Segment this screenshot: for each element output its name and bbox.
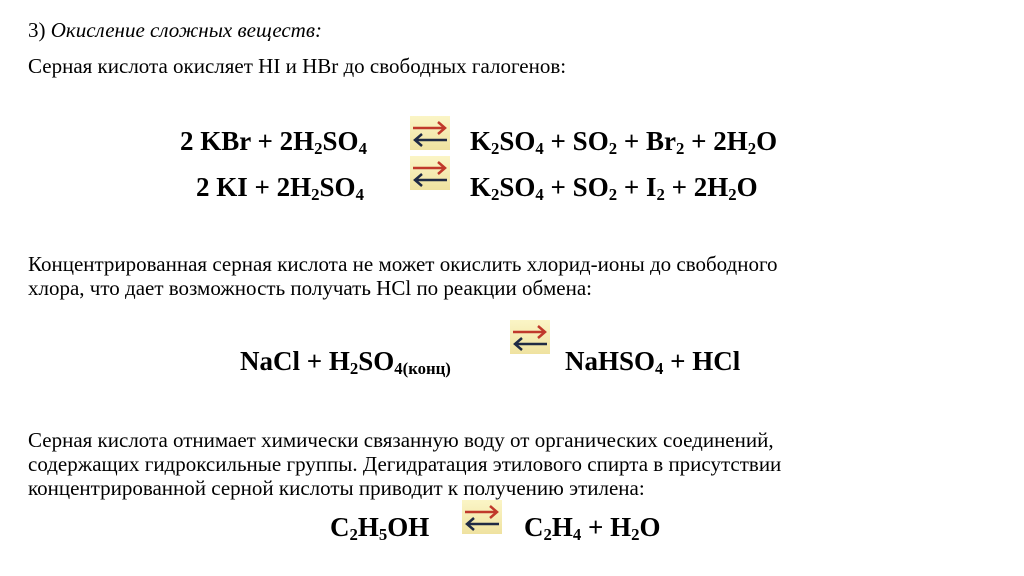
equation-1-right: $K_2SO_4 + SO_2 + Br_2 + 2H_2O$ xyxy=(470,126,778,159)
equation-2-right: $K_2SO_4 + SO_2 + I_2 + 2H_2O$ xyxy=(470,172,758,205)
intro-text: Серная кислота окисляет HI и HBr до свободных галогенов: xyxy=(28,54,567,78)
equilibrium-arrow-icon xyxy=(410,116,450,150)
equation-3-right: NaHSO$_4$ + HCl xyxy=(565,346,741,379)
equilibrium-arrow-icon xyxy=(410,156,450,190)
section-heading xyxy=(28,18,322,43)
equilibrium-arrow-icon xyxy=(510,320,550,354)
section-number: 3) xyxy=(28,18,46,42)
equation-1-left: 2 KBr + $2H_2SO_4$ xyxy=(180,126,367,159)
paragraph-line: содержащих гидроксильные группы. Дегидратация этилового спирта в присутствии xyxy=(28,452,782,476)
equation-3-left: NaCl + $H_2SO_{4(конц)}$ xyxy=(240,346,451,379)
paragraph-line: концентрированной серной кислоты приводит к получению этилена: xyxy=(28,476,645,500)
paragraph-hcl xyxy=(28,252,778,300)
equation-2-left: 2 KI + $2H_2SO_4$ xyxy=(196,172,364,205)
equilibrium-arrow-icon xyxy=(462,500,502,534)
paragraph-line: Серная кислота отнимает химически связанную воду от органических соединений, xyxy=(28,428,774,452)
section-title: Окисление сложных веществ: xyxy=(50,18,322,42)
paragraph-line: хлора, что дает возможность получать HCl по реакции обмена: xyxy=(28,276,592,300)
equation-4-left: $C_2H_5OH$ xyxy=(330,512,430,545)
paragraph-ethylene xyxy=(28,428,781,500)
paragraph-line: Концентрированная серная кислота не может окислить хлорид-ионы до свободного xyxy=(28,252,778,276)
equation-4-right: $C_2H_4 + H_2O$ xyxy=(524,512,661,545)
